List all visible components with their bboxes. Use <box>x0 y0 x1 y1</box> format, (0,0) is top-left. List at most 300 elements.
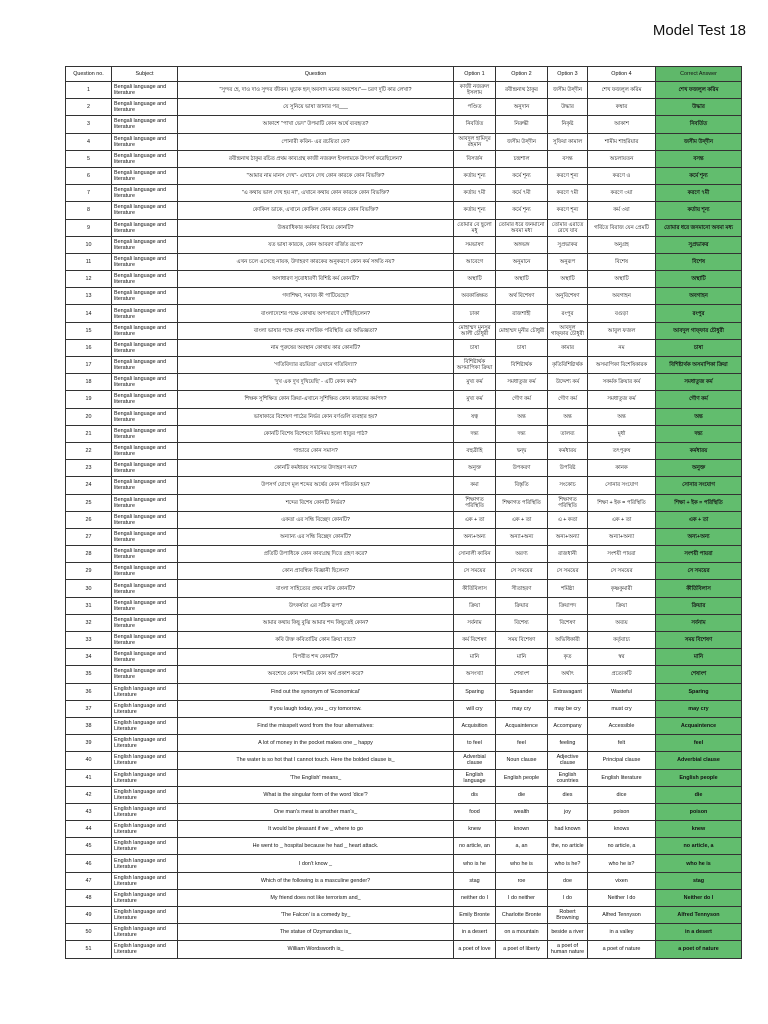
option-1-cell: পণ্ডিত <box>454 99 496 116</box>
subject-cell: Bengali language and literature <box>112 528 178 545</box>
correct-answer-cell: আবদুল গাফ্‌ফার চৌধুরী <box>656 322 742 339</box>
option-1-cell: কমা <box>454 477 496 494</box>
option-4-cell: আবুল ফজল <box>588 322 656 339</box>
question-cell: প্রতিটি উপাধিকে কোন কাব্যগ্রন্থ দিতে গ্রহণ করে? <box>178 546 454 563</box>
option-2-cell: গৌণ কর্ম <box>496 391 548 408</box>
option-3-cell: Robert Browning <box>548 907 588 924</box>
question-cell: 'The English' means_ <box>178 769 454 786</box>
subject-cell: Bengali language and literature <box>112 649 178 666</box>
option-1-cell: বহুব্রীহি <box>454 442 496 459</box>
question-cell: পোনারী কবিন- এর রচয়িতা কে? <box>178 133 454 150</box>
option-3-cell: তোমার এরাতে রেখে যাব <box>548 219 588 236</box>
table-row <box>66 374 742 391</box>
question-number-cell: 41 <box>66 769 112 786</box>
table-row <box>66 941 742 958</box>
option-2-cell: কর্মে ৭মী <box>496 185 548 202</box>
option-2-cell: এক + তা <box>496 511 548 528</box>
question-cell: বাংলাদেশের পক্ষে কোথায় অপসারণে পৌঁছিছিলেন? <box>178 305 454 322</box>
option-1-cell: অনুক্ত <box>454 460 496 477</box>
question-cell: "আমার নাম মানস দেখ"- এখানে দেখ কোন কারকে কোন বিভক্তি? <box>178 167 454 184</box>
option-2-cell: known <box>496 821 548 838</box>
option-4-cell: প্রত্যেকটি <box>588 666 656 683</box>
question-cell: He went to _ hospital because he had _ heart attack. <box>178 838 454 855</box>
question-number-cell: 16 <box>66 339 112 356</box>
option-3-cell: করণে ৭মী <box>548 185 588 202</box>
subject-cell: English language and Literature <box>112 821 178 838</box>
option-4-cell: Alfred Tennyson <box>588 907 656 924</box>
correct-answer-cell: দন্ত্য <box>656 425 742 442</box>
correct-answer-cell: রংপুর <box>656 305 742 322</box>
option-3-cell: doe <box>548 872 588 889</box>
option-1-cell: সে সময়ের <box>454 563 496 580</box>
correct-answer-cell: ক্রিয়ার <box>656 597 742 614</box>
subject-cell: Bengali language and literature <box>112 305 178 322</box>
option-1-cell: in a desert <box>454 924 496 941</box>
correct-answer-cell: may cry <box>656 700 742 717</box>
option-2-cell: তোমার ধরে জনমানো অবমা মধ্য <box>496 219 548 236</box>
option-3-cell: beside a river <box>548 924 588 941</box>
subject-cell: Bengali language and literature <box>112 546 178 563</box>
correct-answer-cell: উদ্ধার <box>656 99 742 116</box>
question-cell: "এ কথায় ভাল দেখ হয় না", এখানে কথায় কোন কারকে কোন বিভক্তি? <box>178 185 454 202</box>
option-3-cell: রাজধানী <box>548 546 588 563</box>
table-row <box>66 322 742 339</box>
table-row <box>66 339 742 356</box>
subject-cell: Bengali language and literature <box>112 614 178 631</box>
option-2-cell: রবীন্দ্রনাথ ঠাকুর <box>496 82 548 99</box>
correct-answer-cell: কীর্তিবিলাস <box>656 580 742 597</box>
table-row <box>66 700 742 717</box>
subject-cell: Bengali language and literature <box>112 116 178 133</box>
option-4-cell: নম <box>588 339 656 356</box>
option-2-cell: দন্ত্য <box>496 425 548 442</box>
table-row <box>66 786 742 803</box>
question-number-cell: 6 <box>66 167 112 184</box>
question-cell: রবীন্দ্রনাথ ঠাকুর রচিত প্রথম কাব্যগ্রন্থ কাজী নজরুল ইসলামকে উৎসর্গ করেছিলেন? <box>178 150 454 167</box>
table-row <box>66 511 742 528</box>
question-cell: অসাধারণ সুবোধারণী বিশিষ্ট কর্ম কোনটি? <box>178 271 454 288</box>
option-4-cell: ক্রিয়া <box>588 597 656 614</box>
option-1-cell: বিসর্জন <box>454 150 496 167</box>
question-number-cell: 10 <box>66 236 112 253</box>
correct-answer-cell: সংশয়ী পায়রা <box>656 546 742 563</box>
option-2-cell: শিক্ষাগত পরিস্থিতি <box>496 494 548 511</box>
table-row <box>66 494 742 511</box>
correct-answer-cell: কর্মধারয় <box>656 442 742 459</box>
table-row <box>66 597 742 614</box>
subject-cell: English language and Literature <box>112 872 178 889</box>
table-row <box>66 803 742 820</box>
option-2-cell: শেষাংশ <box>496 666 548 683</box>
correct-answer-cell: সুপ্রভাকর <box>656 236 742 253</box>
subject-cell: Bengali language and literature <box>112 460 178 477</box>
correct-answer-cell: অবগাহন <box>656 288 742 305</box>
option-2-cell: roe <box>496 872 548 889</box>
question-number-cell: 45 <box>66 838 112 855</box>
subject-cell: Bengali language and literature <box>112 99 178 116</box>
question-cell: উত্তরাধিকার কর্মকার বিষয়ে কোনটি? <box>178 219 454 236</box>
option-1-cell: knew <box>454 821 496 838</box>
option-3-cell: উপবিষ্ট <box>548 460 588 477</box>
question-cell: অন্যান্য এর সন্ধি বিচ্ছেদ কোনটি? <box>178 528 454 545</box>
question-cell: The statue of Ozymandias is_ <box>178 924 454 941</box>
subject-cell: English language and Literature <box>112 752 178 769</box>
option-1-cell: English language <box>454 769 496 786</box>
question-number-cell: 9 <box>66 219 112 236</box>
option-4-cell: Neither I do <box>588 889 656 906</box>
question-cell: It would be pleasant if we _ where to go <box>178 821 454 838</box>
option-3-cell: Adjective clause <box>548 752 588 769</box>
option-4-cell: must cry <box>588 700 656 717</box>
subject-cell: Bengali language and literature <box>112 339 178 356</box>
correct-answer-cell: Neither do I <box>656 889 742 906</box>
option-3-cell: সংকোচ <box>548 477 588 494</box>
option-4-cell: অসমাপিকা বিশেষিকারক <box>588 357 656 374</box>
subject-cell: Bengali language and literature <box>112 185 178 202</box>
header-option-1: Option 1 <box>454 67 496 82</box>
subject-cell: Bengali language and literature <box>112 133 178 150</box>
question-cell: Find the misspelt word from the four alternatives: <box>178 717 454 734</box>
question-number-cell: 17 <box>66 357 112 374</box>
question-number-cell: 36 <box>66 683 112 700</box>
option-3-cell: শিক্ষাগত পরিস্থিতি <box>548 494 588 511</box>
option-2-cell: অন্যা+অন্য <box>496 528 548 545</box>
option-4-cell: vixen <box>588 872 656 889</box>
question-cell: অবশেষে কোন শব্দটির কোন অর্থ প্রকাশ করে? <box>178 666 454 683</box>
question-number-cell: 48 <box>66 889 112 906</box>
option-1-cell: শিক্ষাগত পরিস্থিতি <box>454 494 496 511</box>
subject-cell: Bengali language and literature <box>112 374 178 391</box>
subject-cell: English language and Literature <box>112 838 178 855</box>
question-cell: একতা এর সন্ধি বিচ্ছেদ কোনটি? <box>178 511 454 528</box>
correct-answer-cell: Alfred Tennyson <box>656 907 742 924</box>
option-4-cell: Principal clause <box>588 752 656 769</box>
question-number-cell: 23 <box>66 460 112 477</box>
option-3-cell: may be cry <box>548 700 588 717</box>
question-number-cell: 42 <box>66 786 112 803</box>
table-row <box>66 889 742 906</box>
option-4-cell: in a valley <box>588 924 656 941</box>
option-1-cell: আবেগে <box>454 253 496 270</box>
option-4-cell: শামীম শাহরিয়ার <box>588 133 656 150</box>
option-3-cell: এ + কতা <box>548 511 588 528</box>
option-1-cell: সর্বনাম <box>454 614 496 631</box>
question-cell: বাংলা ভাষার পক্ষে প্রথম নাগরিক পরিস্থিতি এর অভিজ্ঞতা? <box>178 322 454 339</box>
question-number-cell: 8 <box>66 202 112 219</box>
table-row <box>66 666 742 683</box>
option-4-cell: কানক <box>588 460 656 477</box>
option-1-cell: মোহাম্মদ মুনসুর আলী চৌধুরী <box>454 322 496 339</box>
correct-answer-cell: Adverbial clause <box>656 752 742 769</box>
subject-cell: Bengali language and literature <box>112 597 178 614</box>
header-option-4: Option 4 <box>588 67 656 82</box>
question-cell: কোকিল ডাকে, এখানে কোকিল কোন কারকে কোন বিভক্তি? <box>178 202 454 219</box>
option-4-cell: করণে ও <box>588 167 656 184</box>
question-cell: The water is so hot that I cannot touch. Here the bolded clause is_ <box>178 752 454 769</box>
option-1-cell: দন্ত্য <box>454 425 496 442</box>
option-3-cell: অন্ত <box>548 408 588 425</box>
question-number-cell: 18 <box>66 374 112 391</box>
question-number-cell: 21 <box>66 425 112 442</box>
option-2-cell: অনুমানে <box>496 253 548 270</box>
table-row <box>66 185 742 202</box>
option-4-cell: সোনার সংযোগ <box>588 477 656 494</box>
option-3-cell: উদ্দেশ্য কর্ম <box>548 374 588 391</box>
option-3-cell: অনুবিশেষণ <box>548 288 588 305</box>
option-1-cell: আবদুল হামিদুর রহমান <box>454 133 496 150</box>
option-4-cell: অন্ত <box>588 408 656 425</box>
option-4-cell: গর্বিতে বিরাজ যেন প্রেমটি <box>588 219 656 236</box>
question-cell: বিপরীত শব্দ কোনটি? <box>178 649 454 666</box>
question-cell: I don't know _ <box>178 855 454 872</box>
question-number-cell: 19 <box>66 391 112 408</box>
option-4-cell: Accessible <box>588 717 656 734</box>
option-4-cell: English literature <box>588 769 656 786</box>
table-row <box>66 271 742 288</box>
option-3-cell: অস্থাটি <box>548 271 588 288</box>
option-4-cell: অন্যা+অন্যা <box>588 528 656 545</box>
option-3-cell: অর্থাৎ <box>548 666 588 683</box>
option-1-cell: will cry <box>454 700 496 717</box>
option-2-cell: উপকরণ <box>496 460 548 477</box>
option-2-cell: দ্বন্দ্ব <box>496 442 548 459</box>
option-1-cell: কীর্তিবিলাস <box>454 580 496 597</box>
option-1-cell: চাষা <box>454 339 496 356</box>
header-question-no: Question no. <box>66 67 112 82</box>
question-cell: ভাষাকারে বিশেষণ পাঠের নির্ভর কোন বর্ণগুলি ব্যবহার হয়? <box>178 408 454 425</box>
question-cell: উৎকর্ষতা এর সঠিক রূপ? <box>178 597 454 614</box>
option-4-cell: a poet of nature <box>588 941 656 958</box>
subject-cell: Bengali language and literature <box>112 150 178 167</box>
header-question: Question <box>178 67 454 82</box>
question-cell: 'গতিবিদ্যার রচয়িতা' এখানে গতিবিদ্যা? <box>178 357 454 374</box>
option-1-cell: to feel <box>454 735 496 752</box>
option-4-cell: বগুড়া <box>588 305 656 322</box>
question-cell: Which of the following is a masculine gender? <box>178 872 454 889</box>
table-row <box>66 735 742 752</box>
question-number-cell: 51 <box>66 941 112 958</box>
option-4-cell: no article, a <box>588 838 656 855</box>
option-3-cell: সুপ্রভাকর <box>548 236 588 253</box>
option-4-cell: তৎপুরুষ <box>588 442 656 459</box>
question-number-cell: 14 <box>66 305 112 322</box>
subject-cell: Bengali language and literature <box>112 442 178 459</box>
option-2-cell: মোহাম্মদ মুনীর চৌধুরী <box>496 322 548 339</box>
option-1-cell: who is he <box>454 855 496 872</box>
correct-answer-cell: শিক্ষা + ইক = পরিস্থিতি <box>656 494 742 511</box>
option-4-cell: অবগাহন <box>588 288 656 305</box>
option-2-cell: অর্থ বিশেষণ <box>496 288 548 305</box>
option-3-cell: আবদুল গাফ্‌ফার চৌধুরী <box>548 322 588 339</box>
subject-cell: Bengali language and literature <box>112 236 178 253</box>
option-2-cell: a poet of liberty <box>496 941 548 958</box>
table-row <box>66 391 742 408</box>
option-3-cell: who is he? <box>548 855 588 872</box>
correct-answer-cell: শেখ ফজলুল করিম <box>656 82 742 99</box>
question-number-cell: 3 <box>66 116 112 133</box>
option-1-cell: মুখ্য কর্ম <box>454 391 496 408</box>
question-number-cell: 40 <box>66 752 112 769</box>
option-1-cell: অসংখ্যা <box>454 666 496 683</box>
option-1-cell: বিশিষ্টার্থক অসমাপিকা ক্রিয়া <box>454 357 496 374</box>
correct-answer-cell: feel <box>656 735 742 752</box>
subject-cell: Bengali language and literature <box>112 511 178 528</box>
option-1-cell: Acquisition <box>454 717 496 734</box>
option-1-cell: নিবর্তিত <box>454 116 496 133</box>
question-number-cell: 11 <box>66 253 112 270</box>
option-2-cell: রাজশাহী <box>496 305 548 322</box>
option-3-cell: a poet of human nature <box>548 941 588 958</box>
option-4-cell: who he is? <box>588 855 656 872</box>
correct-answer-cell: সোনার সংযোগ <box>656 477 742 494</box>
option-3-cell: কামার <box>548 339 588 356</box>
table-row <box>66 219 742 236</box>
question-cell: William Wordsworth is_ <box>178 941 454 958</box>
question-number-cell: 27 <box>66 528 112 545</box>
subject-cell: English language and Literature <box>112 889 178 906</box>
option-3-cell: শর্মিষ্ঠা <box>548 580 588 597</box>
option-3-cell: করণে শূন্য <box>548 202 588 219</box>
table-row <box>66 872 742 889</box>
correct-answer-cell: who he is <box>656 855 742 872</box>
option-1-cell: অন্য+অন্য <box>454 528 496 545</box>
option-1-cell: Sparing <box>454 683 496 700</box>
question-cell: "সুন্দর হে, দাও দাও সুন্দর জীবন। ঘুচাক হৃদ্ অবসাদ মনের অবশেষ।"— চরণ দুটি কার লেখা? <box>178 82 454 99</box>
subject-cell: Bengali language and literature <box>112 219 178 236</box>
option-3-cell: Accompany <box>548 717 588 734</box>
option-2-cell: may cry <box>496 700 548 717</box>
option-2-cell: feel <box>496 735 548 752</box>
table-row <box>66 150 742 167</box>
table-row <box>66 425 742 442</box>
page-title: Model Test 18 <box>652 22 746 39</box>
question-cell: যে সুনিয়ে ভাষা জানার পর___ <box>178 99 454 116</box>
subject-cell: Bengali language and literature <box>112 322 178 339</box>
question-cell: Find out the synonym of 'Economical' <box>178 683 454 700</box>
option-2-cell: অন্ত <box>496 408 548 425</box>
option-2-cell: a, an <box>496 838 548 855</box>
question-number-cell: 31 <box>66 597 112 614</box>
subject-cell: English language and Literature <box>112 941 178 958</box>
option-1-cell: dis <box>454 786 496 803</box>
option-3-cell: উদ্ধার <box>548 99 588 116</box>
table-row <box>66 752 742 769</box>
option-4-cell: সকর্মক ক্রিয়ার কর্ম <box>588 374 656 391</box>
correct-answer-cell: জসীম উদ্‌দীন <box>656 133 742 150</box>
option-4-cell: knows <box>588 821 656 838</box>
table-row <box>66 236 742 253</box>
subject-cell: English language and Literature <box>112 683 178 700</box>
table-row <box>66 580 742 597</box>
option-4-cell: শেখ ফজলুল করিম <box>588 82 656 99</box>
option-1-cell: মানি <box>454 649 496 666</box>
question-cell: আমার কথায় কিছু বুঝি আমার শব্দ কিছুতেই কোন? <box>178 614 454 631</box>
option-1-cell: কর্ম বিশেষণ <box>454 632 496 649</box>
question-number-cell: 30 <box>66 580 112 597</box>
subject-cell: English language and Literature <box>112 700 178 717</box>
correct-answer-cell: no article, a <box>656 838 742 855</box>
table-row <box>66 357 742 374</box>
correct-answer-cell: সর্বনাম <box>656 614 742 631</box>
question-cell: One man's meat is another man's_ <box>178 803 454 820</box>
option-2-cell: কর্মে শূন্য <box>496 167 548 184</box>
option-1-cell: সমভাষণ <box>454 236 496 253</box>
question-number-cell: 28 <box>66 546 112 563</box>
question-cell: My friend does not like terrorism and_ <box>178 889 454 906</box>
option-3-cell: ক্রিয়াপদ <box>548 597 588 614</box>
option-4-cell: felt <box>588 735 656 752</box>
option-3-cell: dies <box>548 786 588 803</box>
option-2-cell: নিরুদ্ধী <box>496 116 548 133</box>
option-2-cell: Acquaintence <box>496 717 548 734</box>
question-number-cell: 49 <box>66 907 112 924</box>
correct-answer-cell: stag <box>656 872 742 889</box>
correct-answer-cell: কর্মে শূন্য <box>656 167 742 184</box>
question-number-cell: 20 <box>66 408 112 425</box>
subject-cell: Bengali language and literature <box>112 563 178 580</box>
table-row <box>66 546 742 563</box>
subject-cell: Bengali language and literature <box>112 408 178 425</box>
question-number-cell: 47 <box>66 872 112 889</box>
correct-answer-cell: তোমার ধরে জনমানো অবমা মধ্য <box>656 219 742 236</box>
option-1-cell: অবকাঙ্ক্ষিত <box>454 288 496 305</box>
question-number-cell: 25 <box>66 494 112 511</box>
question-cell: যত ভাষা কারকে, কোন আবরণ বর্জিত রূপে? <box>178 236 454 253</box>
option-1-cell: কর্তায় শূন্য <box>454 167 496 184</box>
correct-answer-cell: শেষাংশ <box>656 666 742 683</box>
question-number-cell: 2 <box>66 99 112 116</box>
question-number-cell: 5 <box>66 150 112 167</box>
correct-answer-cell: চাষা <box>656 339 742 356</box>
table-row <box>66 408 742 425</box>
correct-answer-cell: Sparing <box>656 683 742 700</box>
subject-cell: Bengali language and literature <box>112 82 178 99</box>
subject-cell: English language and Literature <box>112 769 178 786</box>
option-1-cell: Emily Bronte <box>454 907 496 924</box>
option-3-cell: সে সময়ের <box>548 563 588 580</box>
question-number-cell: 33 <box>66 632 112 649</box>
option-2-cell: বিশিষ্টার্থক <box>496 357 548 374</box>
question-number-cell: 15 <box>66 322 112 339</box>
option-2-cell: অনুদান <box>496 99 548 116</box>
subject-cell: Bengali language and literature <box>112 167 178 184</box>
option-2-cell: বিশেষ্য <box>496 614 548 631</box>
table-row <box>66 632 742 649</box>
table-row <box>66 924 742 941</box>
option-2-cell: অরণ্য <box>496 546 548 563</box>
option-3-cell: had known <box>548 821 588 838</box>
correct-answer-cell: in a desert <box>656 924 742 941</box>
subject-cell: English language and Literature <box>112 907 178 924</box>
question-cell: কোনটি বিশেষ বিশেষণে বিনিময় হলো ধাতুর পাঠ? <box>178 425 454 442</box>
option-4-cell: কৃষ্ণকুমারী <box>588 580 656 597</box>
option-1-cell: a poet of love <box>454 941 496 958</box>
option-4-cell: dice <box>588 786 656 803</box>
option-2-cell: চন্দ্রশাল <box>496 150 548 167</box>
option-3-cell: অন্য+অন্যা <box>548 528 588 545</box>
option-2-cell: অস্থাটি <box>496 271 548 288</box>
option-3-cell: বিশেষণ <box>548 614 588 631</box>
correct-answer-cell: বসন্ত <box>656 150 742 167</box>
option-1-cell: ক্রিয়া <box>454 597 496 614</box>
question-number-cell: 38 <box>66 717 112 734</box>
option-2-cell: Squander <box>496 683 548 700</box>
subject-cell: Bengali language and literature <box>112 632 178 649</box>
question-cell: বাংলা সাহিত্যের প্রথম নাটক কোনটি? <box>178 580 454 597</box>
option-4-cell: বিশেষ <box>588 253 656 270</box>
option-1-cell: neither do I <box>454 889 496 906</box>
option-4-cell: করণে ৩য়া <box>588 185 656 202</box>
